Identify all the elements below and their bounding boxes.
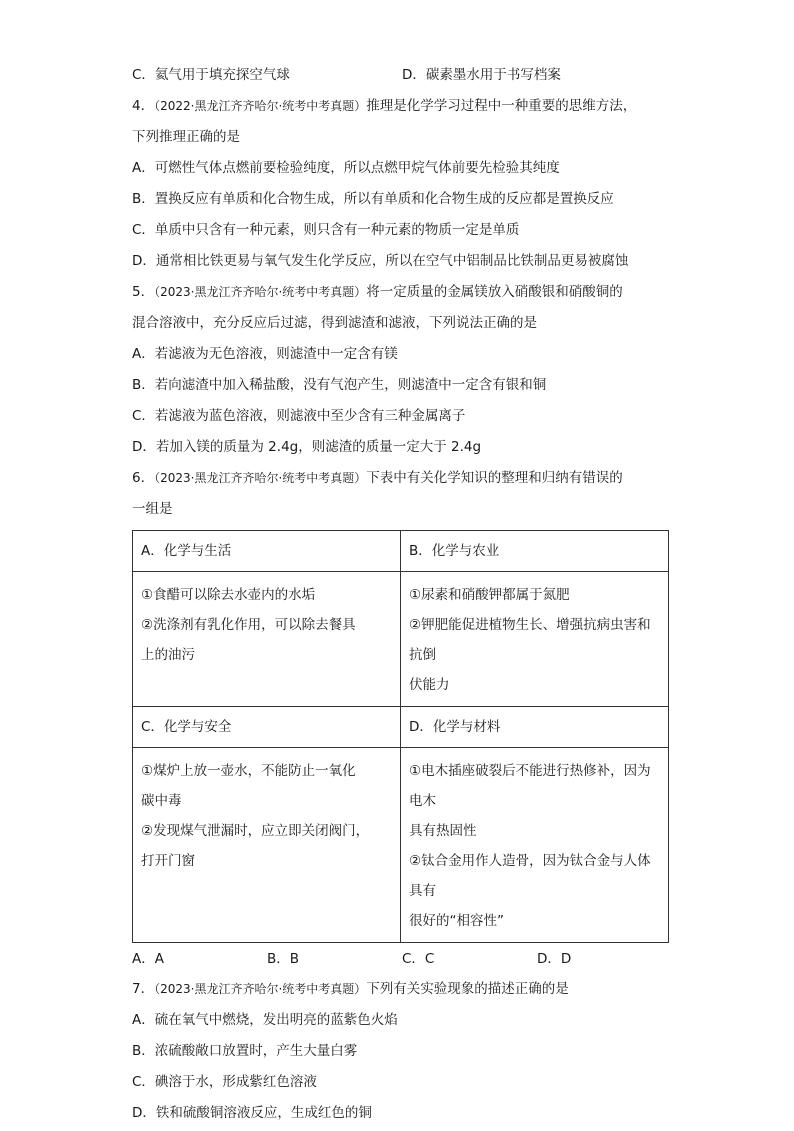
table-d-line: ②钛合金用作人造骨，因为钛合金与人体具有	[409, 853, 651, 899]
q4-source: （2022·黑龙江齐齐哈尔·统考中考真题）	[154, 99, 367, 113]
exam-page	[132, 62, 672, 1131]
q5-stem-line2: 混合溶液中，充分反应后过滤，得到滤渣和滤液，下列说法正确的是	[132, 315, 537, 331]
table-c-line: ②发现煤气泄漏时，应立即关闭阀门，	[141, 823, 370, 839]
table-d-line: ①电木插座破裂后不能进行热修补，因为电木	[409, 763, 651, 809]
table-cell-d	[401, 748, 669, 943]
q4-stem-line2: 下列推理正确的是	[132, 129, 240, 145]
q4-option-d[interactable]: D．通常相比铁更易与氧气发生化学反应，所以在空气中铝制品比铁制品更易被腐蚀	[132, 253, 629, 269]
q7-stem-text: 下列有关实验现象的描述正确的是	[366, 981, 569, 997]
q7-option-a[interactable]: A．硫在氧气中燃烧，发出明亮的蓝紫色火焰	[132, 1012, 398, 1028]
q6-stem-line2: 一组是	[132, 501, 173, 517]
table-c-line: 碳中毒	[141, 793, 182, 809]
table-d-line: 很好的“相容性”	[409, 913, 504, 929]
q7-option-b[interactable]: B．浓硫酸敞口放置时，产生大量白雾	[132, 1043, 358, 1059]
q5-stem-text: 将一定质量的金属镁放入硝酸银和硝酸铜的	[366, 284, 623, 300]
q7-option-d[interactable]: D．铁和硫酸铜溶液反应，生成红色的铜	[132, 1105, 372, 1121]
table-a-line: 上的油污	[141, 647, 195, 663]
table-head-a: A．化学与生活	[133, 531, 401, 572]
q3-options	[132, 62, 672, 93]
q5-stem-line1	[132, 279, 672, 310]
q5-option-a[interactable]: A．若滤液为无色溶液，则滤渣中一定含有镁	[132, 346, 398, 362]
q7-number: 7．	[132, 981, 155, 997]
q5-option-d[interactable]: D．若加入镁的质量为 2.4g，则滤渣的质量一定大于 2.4g	[132, 439, 482, 455]
q6-option-d[interactable]: D．D	[537, 951, 572, 967]
q6-number: 6．	[132, 470, 155, 486]
q4-stem-line1	[132, 93, 672, 124]
q5-number: 5．	[132, 284, 155, 300]
table-a-line: ②洗涤剂有乳化作用，可以除去餐具	[141, 617, 356, 633]
table-cell-a	[133, 572, 401, 707]
q4-option-a[interactable]: A．可燃性气体点燃前要检验纯度，所以点燃甲烷气体前要先检验其纯度	[132, 160, 560, 176]
q4-option-b[interactable]: B．置换反应有单质和化合物生成，所以有单质和化合物生成的反应都是置换反应	[132, 191, 614, 207]
table-c-line: ①煤炉上放一壶水，不能防止一氧化	[141, 763, 356, 779]
q5-option-c[interactable]: C．若滤液为蓝色溶液，则滤液中至少含有三种金属离子	[132, 408, 466, 424]
table-b-line: ①尿素和硝酸钾都属于氮肥	[409, 587, 570, 603]
table-b-line: ②钾肥能促进植物生长、增强抗病虫害和抗倒	[409, 617, 651, 663]
q7-option-c[interactable]: C．碘溶于水，形成紫红色溶液	[132, 1074, 317, 1090]
table-head-d: D．化学与材料	[401, 707, 669, 748]
q6-options	[132, 945, 672, 976]
table-cell-c	[133, 748, 401, 943]
q4-number: 4．	[132, 98, 155, 114]
q6-option-a[interactable]: A．A	[132, 951, 164, 967]
table-head-c: C．化学与安全	[133, 707, 401, 748]
q4-option-c[interactable]: C．单质中只含有一种元素，则只含有一种元素的物质一定是单质	[132, 222, 520, 238]
table-head-b: B．化学与农业	[401, 531, 669, 572]
q4-stem-text: 推理是化学学习过程中一种重要的思维方法，	[366, 98, 637, 114]
q6-stem-text: 下表中有关化学知识的整理和归纳有错误的	[366, 470, 623, 486]
q3-option-c[interactable]: C．氦气用于填充探空气球	[132, 67, 290, 83]
table-d-line: 具有热固性	[409, 823, 477, 839]
q7-stem-line1	[132, 976, 672, 1007]
q6-knowledge-table	[132, 530, 669, 943]
q6-option-b[interactable]: B．B	[267, 951, 300, 967]
q5-option-b[interactable]: B．若向滤渣中加入稀盐酸，没有气泡产生，则滤渣中一定含有银和铜	[132, 377, 547, 393]
q6-source: （2023·黑龙江齐齐哈尔·统考中考真题）	[154, 471, 367, 485]
q5-source: （2023·黑龙江齐齐哈尔·统考中考真题）	[154, 285, 367, 299]
q3-option-d[interactable]: D．碳素墨水用于书写档案	[402, 67, 561, 83]
q6-option-c[interactable]: C．C	[402, 951, 435, 967]
q6-stem-line1	[132, 465, 672, 496]
table-cell-b	[401, 572, 669, 707]
q7-source: （2023·黑龙江齐齐哈尔·统考中考真题）	[154, 982, 367, 996]
table-b-line: 伏能力	[409, 677, 450, 693]
table-a-line: ①食醋可以除去水壶内的水垢	[141, 587, 316, 603]
table-c-line: 打开门窗	[141, 853, 195, 869]
